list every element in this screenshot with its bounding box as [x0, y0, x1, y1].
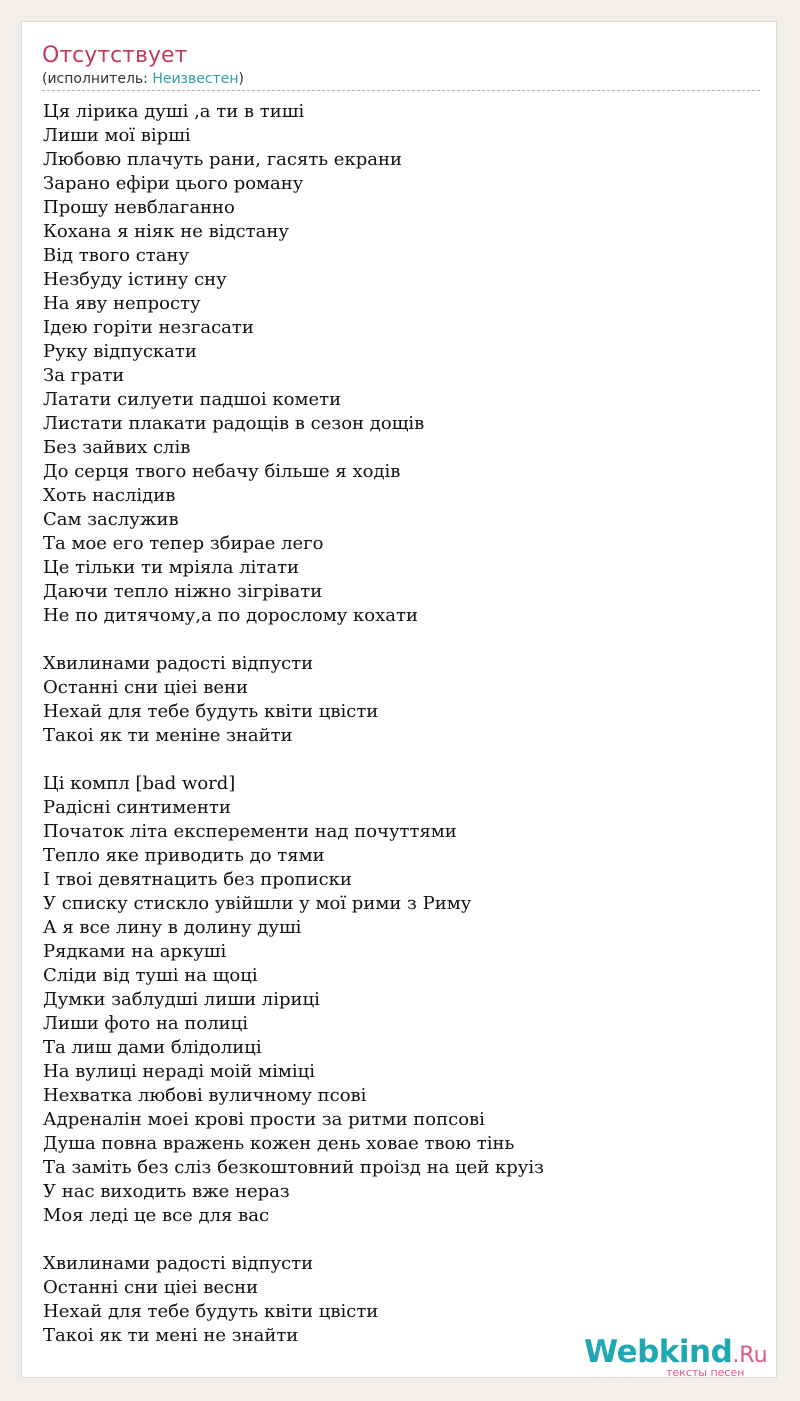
lyric-line: Від твого стану [43, 245, 190, 266]
lyric-line: Руку відпускати [43, 341, 197, 362]
lyric-line: І твоі девятнацить без прописки [43, 869, 352, 890]
lyric-line: У списку стискло увійшли у мої рими з Риму [43, 893, 472, 914]
lyric-line: Нехватка любові вуличному псові [43, 1085, 367, 1106]
logo-domain-suffix: .Ru [732, 1343, 768, 1368]
lyric-line: Адреналін моеі крові прости за ритми попсові [43, 1109, 485, 1130]
stanza-break [43, 748, 763, 772]
artist-link[interactable]: Неизвестен [152, 71, 239, 87]
lyric-line: Та лиш дами блідолиці [43, 1037, 262, 1058]
lyric-line: У нас виходить вже нераз [43, 1181, 290, 1202]
lyric-line: Рядками на аркуші [43, 941, 227, 962]
lyric-line: Не по дитячому,а по дорослому кохати [43, 605, 418, 626]
lyric-line: Це тільки ти мріяла літати [43, 557, 300, 578]
lyric-line: Кохана я ніяк не відстану [43, 221, 289, 242]
lyric-line: Нехай для тебе будуть квіти цвісти [43, 701, 379, 722]
lyric-line: Та мое его тепер збирае лего [43, 533, 324, 554]
lyric-line: Латати силуети падшоі комети [43, 389, 342, 410]
lyric-line: Любовю плачуть рани, гасять екрани [43, 149, 402, 170]
logo-wordmark: Webkind [584, 1334, 733, 1370]
lyric-line: Тепло яке приводить до тями [43, 845, 325, 866]
lyric-line: Листати плакати радощів в сезон дощів [43, 413, 425, 434]
lyric-line: Радісні синтименти [43, 797, 231, 818]
lyric-line: Прошу невблаганно [43, 197, 235, 218]
stanza-break [43, 628, 763, 652]
lyric-line: Нехай для тебе будуть квіти цвісти [43, 1301, 379, 1322]
lyric-line: Початок літа експеременти над почуттями [43, 821, 457, 842]
lyric-line: Ця лірика душі ,а ти в тиші [43, 101, 305, 122]
lyric-line: Хоть наслідив [43, 485, 176, 506]
lyric-line: Зарано ефіри цього роману [43, 173, 304, 194]
song-header [42, 42, 760, 91]
lyric-line: Та заміть без сліз безкоштовний проізд на цей круіз [43, 1157, 544, 1178]
song-title: Отсутствует [42, 43, 188, 68]
artist-prefix: (исполнитель: [42, 71, 153, 87]
site-logo[interactable] [584, 1335, 784, 1379]
lyric-line: Ці компл [bad word] [43, 773, 236, 794]
lyric-line: Душа повна вражень кожен день ховае твою тінь [43, 1133, 515, 1154]
lyric-line: Даючи тепло ніжно зігрівати [43, 581, 323, 602]
lyric-line: Хвилинами радості відпусти [43, 1253, 314, 1274]
lyric-line: Незбуду істину сну [43, 269, 227, 290]
lyric-line: А я все лину в долину душі [43, 917, 302, 938]
lyric-line: Останні сни ціеі вени [43, 677, 249, 698]
lyric-line: Сам заслужив [43, 509, 179, 530]
lyric-line: На яву непросту [43, 293, 201, 314]
lyric-line: Ідею горіти незгасати [43, 317, 254, 338]
lyric-line: Лиши мої вірші [43, 125, 191, 146]
logo-tagline: тексты песен [666, 1366, 745, 1379]
artist-line [42, 70, 760, 88]
lyric-line: На вулиці нераді моій міміці [43, 1061, 315, 1082]
lyric-line: До серця твого небачу більше я ходів [43, 461, 401, 482]
lyric-line: За грати [43, 365, 125, 386]
lyric-line: Такоі як ти меніне знайти [43, 725, 293, 746]
lyric-line: Без зайвих слів [43, 437, 191, 458]
artist-suffix: ) [238, 71, 244, 87]
lyrics-card [21, 21, 777, 1378]
lyric-line: Сліди від туші на щоці [43, 965, 258, 986]
stanza-break [43, 1228, 763, 1252]
lyric-line: Такоі як ти мені не знайти [43, 1325, 299, 1346]
lyric-line: Думки заблудші лиши ліриці [43, 989, 320, 1010]
lyric-line: Хвилинами радості відпусти [43, 653, 314, 674]
lyric-line: Лиши фото на полиці [43, 1013, 248, 1034]
lyrics-text [43, 100, 763, 1348]
lyric-line: Моя леді це все для вас [43, 1205, 270, 1226]
lyric-line: Останні сни ціеі весни [43, 1277, 259, 1298]
